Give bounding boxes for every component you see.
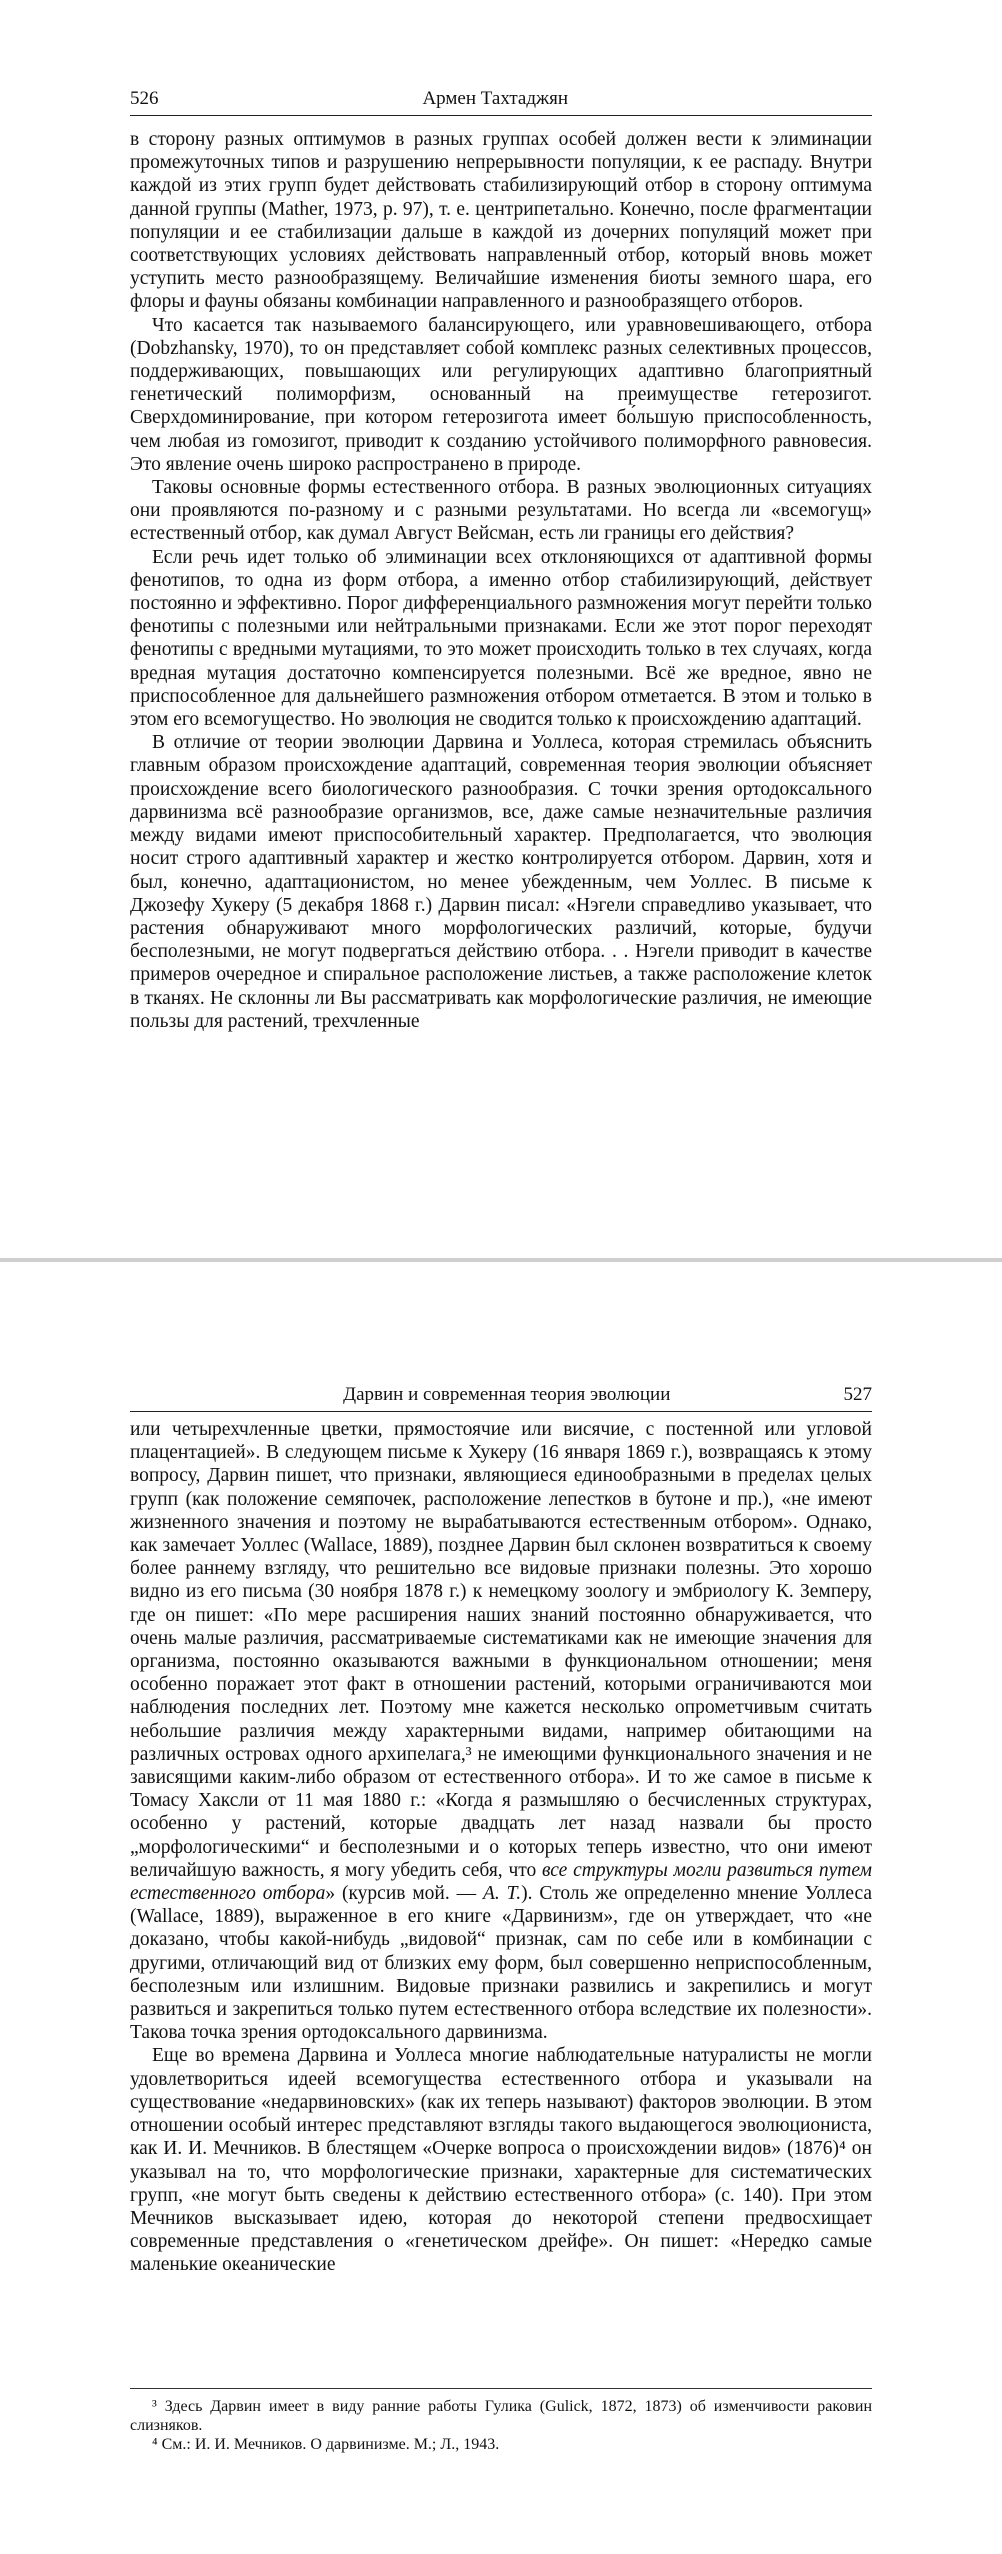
page-number: 527: [843, 1384, 872, 1405]
paragraph: Еще во времена Дарвина и Уоллеса многие наблюдательные натуралисты не могли удовлетвориться идеей всемогущества естественного отбора и указывали на существование «недарвиновских» (как их теперь называют) факторов эволюции. В этом отношении особый интерес представляют взгляды такого выдающегося эволюциониста, как И. И. Мечников. В блестящем «Очерке вопроса о происхождении видов» (1876)⁴ он указывал на то, что морфологические признаки, характерные для систематических групп, «не могут быть сведены к действию естественного отбора» (с. 140). При этом Мечников высказывает идею, которая до некоторой степени предвосхищает современные представления о «генетическом дрейфе». Он пишет: «Нередко самые маленькие океанические: [130, 2045, 872, 2276]
paragraph-text: » (курсив мой. —: [325, 1883, 483, 1905]
body-text: [130, 1418, 872, 2277]
paragraph: В отличие от теории эволюции Дарвина и Уоллеса, которая стремилась объяснить главным образом происхождение адаптаций, современная теория эволюции объясняет происхождение всего биологического разнообразия. С точки зрения ортодоксального дарвинизма всё разнообразие организмов, все, даже самые незначительные различия между видами имеют приспособительный характер. Предполагается, что эволюция носит строго адаптивный характер и жестко контролируется отбором. Дарвин, хотя и был, конечно, адаптационистом, но менее убежденным, чем Уоллес. В письме к Джозефу Хукеру (5 декабря 1868 г.) Дарвин писал: «Нэгели справедливо указывает, что растения обнаруживают много морфологических различий, которые, будучи бесполезными, не могут подвергаться действию отбора. . . Нэгели приводит в качестве примеров очередное и спиральное расположение листьев, а также расположение клеток в тканях. Не склонны ли Вы рассматривать как морфологические различия, не имеющие пользы для растений, трехчленные: [130, 732, 872, 1032]
running-header: [130, 80, 872, 116]
paragraph: Если речь идет только об элиминации всех отклоняющихся от адаптивной формы фенотипов, то одна из форм отбора, а именно отбор стабилизирующий, действует постоянно и эффективно. Порог дифференциального размножения могут перейти только фенотипы с полезными или нейтральными признаками. Если же этот порог переходят фенотипы с вредными мутациями, то это может происходить только в тех случаях, когда вредная мутация достаточно компенсируется полезными. Всё же вредное, явно не приспособленное для дальнейшего размножения отбором отметается. В этом и только в этом его всемогущество. Но эволюция не сводится только к происхождению адаптаций.: [130, 546, 872, 731]
paragraph: в сторону разных оптимумов в разных группах особей должен вести к элиминации промежуточных типов и разрушению непрерывности популяции, к ее распаду. Внутри каждой из этих групп будет действовать стабилизирующий отбор в сторону оптимума данной группы (Mather, 1973, p. 97), т. е. центрипетально. Конечно, после фрагментации популяции и ее стабилизации дальше в каждой из дочерних популяций может при соответствующих условиях действовать направленный отбор, который вновь может уступить место разнообразящему. Величайшие изменения биоты земного шара, его флоры и фауны обязаны комбинации направленного и разнообразящего отборов.: [130, 129, 872, 313]
italic-quote: все структуры могли развиться путем естественного отбора: [130, 1859, 873, 1905]
footnote: ³ Здесь Дарвин имеет в виду ранние работы Гулика (Gulick, 1872, 1873) об изменчивости раковин слизняков.: [130, 2398, 872, 2434]
paragraph: Что касается так называемого балансирующего, или уравновешивающего, отбора (Dobzhansky, 1970), то он представляет собой комплекс разных селективных процессов, поддерживающих, повышающих или регулирующих адаптивно благоприятный генетический полиморфизм, основанный на преимуществе гетерозигот. Сверхдоминирование, при котором гетерозигота имеет бо́льшую приспособленность, чем любая из гомозигот, приводит к созданию устойчивого полиморфного равновесия. Это явление очень широко распространено в природе.: [130, 314, 872, 475]
body-text: [130, 128, 872, 1033]
footnote: ⁴ См.: И. И. Мечников. О дарвинизме. М.; Л., 1943.: [152, 2436, 500, 2453]
running-header: [130, 1376, 872, 1412]
running-head-author: Армен Тахтаджян: [422, 88, 569, 109]
page-number: 526: [130, 88, 159, 109]
paragraph: Таковы основные формы естественного отбора. В разных эволюционных ситуациях они проявляются по-разному и с разными результатами. Но всегда ли «всемогущ» естественный отбор, как думал Август Вейсман, есть ли границы его действия?: [130, 477, 872, 545]
footnotes: [130, 2388, 872, 2454]
author-initials: А. Т.: [483, 1883, 522, 1905]
running-head-title: Дарвин и современная теория эволюции: [343, 1384, 671, 1405]
paragraph: [130, 1418, 872, 2044]
paragraph-text: ). Столь же определенно мнение Уоллеса (Wallace, 1889), выраженное в его книге «Дарвинизм», где он утверждает, что «не доказано, чтобы какой-нибудь „видовой“ признак, сам по себе или в комбинации с другими, отличающий вид от близких ему форм, был совершенно неприспособленным, бесполезным или излишним. Видовые признаки развились и закрепились и могут развиться и закрепиться только путем естественного отбора вследствие их полезности». Такова точка зрения ортодоксального дарвинизма.: [130, 1883, 873, 2044]
paragraph-text: или четырехчленные цветки, прямостоячие или висячие, с постенной или угловой плацентацией». В следующем письме к Хукеру (16 января 1869 г.), возвращаясь к этому вопросу, Дарвин пишет, что признаки, являющиеся единообразными в пределах целых групп (как положение семяпочек, расположение лепестков в бутоне и пр.), «не имеют жизненного значения и поэтому не вырабатываются естественным отбором». Однако, как замечает Уоллес (Wallace, 1889), позднее Дарвин был склонен возвратиться к своему более раннему взгляду, что решительно все видовые признаки полезны. Это хорошо видно из его письма (30 ноября 1878 г.) к немецкому зоологу и эмбриологу К. Земперу, где он пишет: «По мере расширения наших знаний постоянно обнаруживается, что очень малые различия, рассматриваемые систематиками как не имеющие значения для организма, постоянно оказываются важными в функциональном отношении; меня особенно поражает этот факт в отношении растений, которыми ограничиваются мои наблюдения последних лет. Поэтому мне кажется несколько опрометчивым считать небольшие различия между характерными видами, например обитающими на различных островах одного архипелага,³ не имеющими функционального значения и не зависящими каким-либо образом от естественного отбора». И то же самое в письме к Томасу Хаксли от 11 мая 1880 г.: «Когда я размышляю о бесчисленных структурах, особенно у растений, которые двадцать лет назад назвали бы просто „морфологическими“ и бесполезными и о которых теперь известно, что они имеют величайшую важность, я могу убедить себя, что: [130, 1419, 872, 1881]
page-526: [0, 0, 1002, 1258]
